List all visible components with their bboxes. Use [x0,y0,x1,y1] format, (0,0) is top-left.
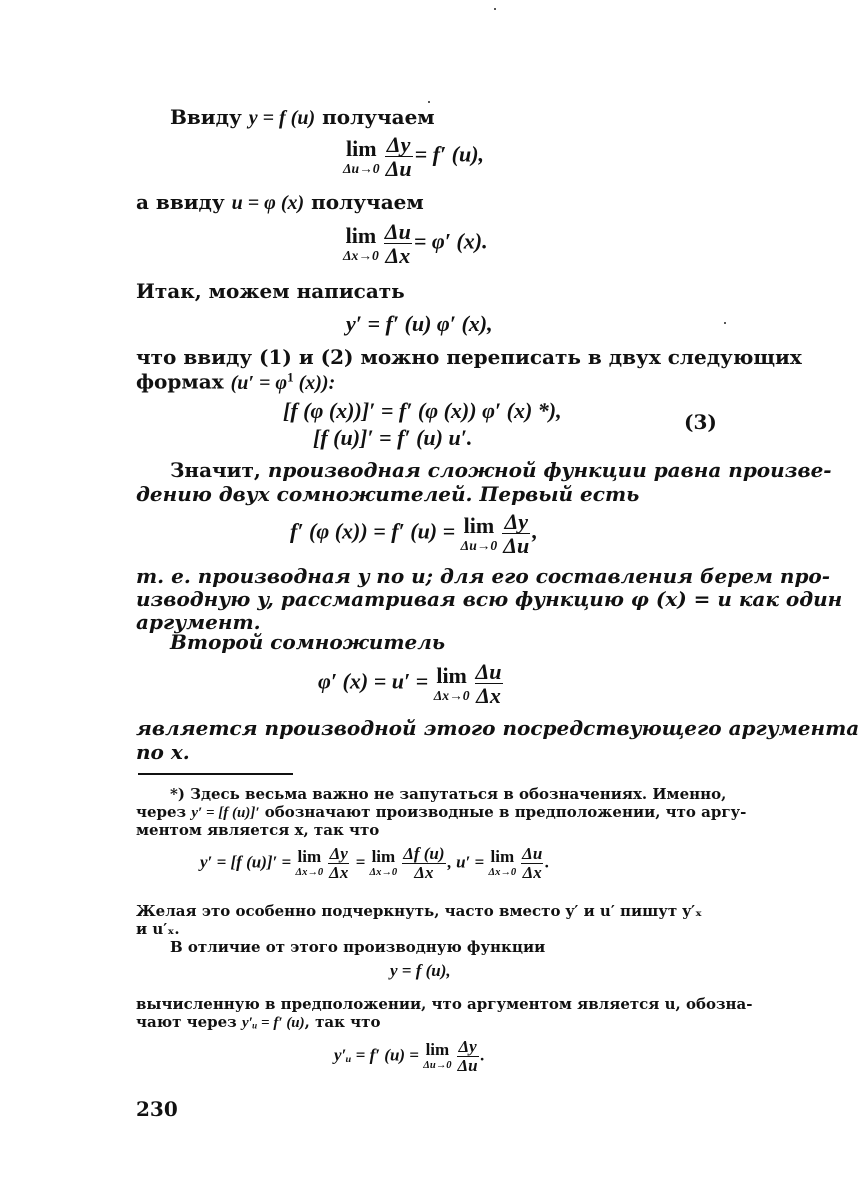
text-line: дению двух сомножителей. Первый есть [136,482,640,506]
equation-second-factor: φ′ (x) = u′ = lim Δx→0 $\frac{\Delta u}{\Delta x}$ [318,659,502,709]
equation-chain-rule: y′ = f′ (u) φ′ (x), [346,311,493,336]
footnote-equation: y′ᵤ = f′ (u) = lim Δu→0 $\frac{\Delta y}{\Delta u}$ . [334,1037,485,1075]
scan-speck [428,101,430,103]
text-line: формах ($u' = \varphi^1$ (x)): [136,369,336,394]
text-line: Второй сомножитель [170,630,446,654]
text-line: Ввиду y = f (u) получаем [170,105,435,129]
page-number: 230 [136,1097,178,1121]
footnote-divider [138,773,293,775]
equation-3a: [f (φ (x))]′ = f′ (φ (x)) φ′ (x) *), [283,398,562,423]
footnote-line: ментом является x, так что [136,821,380,839]
footnote-line: Желая это особенно подчеркнуть, часто вместо y′ и u′ пишут y′ₓ [136,902,703,920]
equation-number: (3) [684,410,717,434]
text-line: Значит, производная сложной функции равна произве- [170,458,832,482]
footnote-line: В отличие от этого производную функции [170,938,546,956]
equation-limit-dy-du: lim Δu→0 $\frac{\Delta y}{\Delta u}$ = f′ (u), [343,132,485,182]
scan-speck [724,322,726,324]
footnote-line: через y′ = [f (u)]′ обозначают производные в предположении, что аргу- [136,803,747,821]
text-line: Итак, можем написать [136,279,405,303]
text-line: т. е. производная y по u; для его составления берем про- [136,564,831,588]
text-line: что ввиду (1) и (2) можно переписать в двух следующих [136,345,802,369]
footnote-line: чают через y′ᵤ = f′ (u), так что [136,1013,381,1031]
text-line: аргумент. [136,610,261,634]
scan-speck [494,8,496,10]
text-line: а ввиду u = φ (x) получаем [136,190,424,214]
text-line: изводную y, рассматривая всю функцию φ (x) = u как один [136,587,843,611]
footnote-line: *) Здесь весьма важно не запутаться в обозначениях. Именно, [170,785,727,803]
text-line: является производной этого посредствующего аргумента [136,716,859,740]
footnote-line: и u′ₓ. [136,920,180,938]
footnote-equation: y = f (u), [390,961,451,980]
equation-3b: [f (u)]′ = f′ (u) u′. [313,425,473,450]
equation-limit-du-dx: lim Δx→0 $\frac{\Delta u}{\Delta x}$ = φ′ (x). [343,219,488,269]
equation-first-factor: f′ (φ (x)) = f′ (u) = lim Δu→0 $\frac{\Delta y}{\Delta u}$ , [290,509,538,559]
text-line: по x. [136,740,190,764]
footnote-line: вычисленную в предположении, что аргументом является u, обозна- [136,995,753,1013]
footnote-equation: y′ = [f (u)]′ = lim Δx→0 $\frac{\Delta y}{\Delta x}$ = lim Δx→0 $\frac{\Delta f (u)}{\Delta x}$ , u′ = lim Δx→0 $\frac{\Delta u}{\Delta x}$ . [200,844,550,882]
